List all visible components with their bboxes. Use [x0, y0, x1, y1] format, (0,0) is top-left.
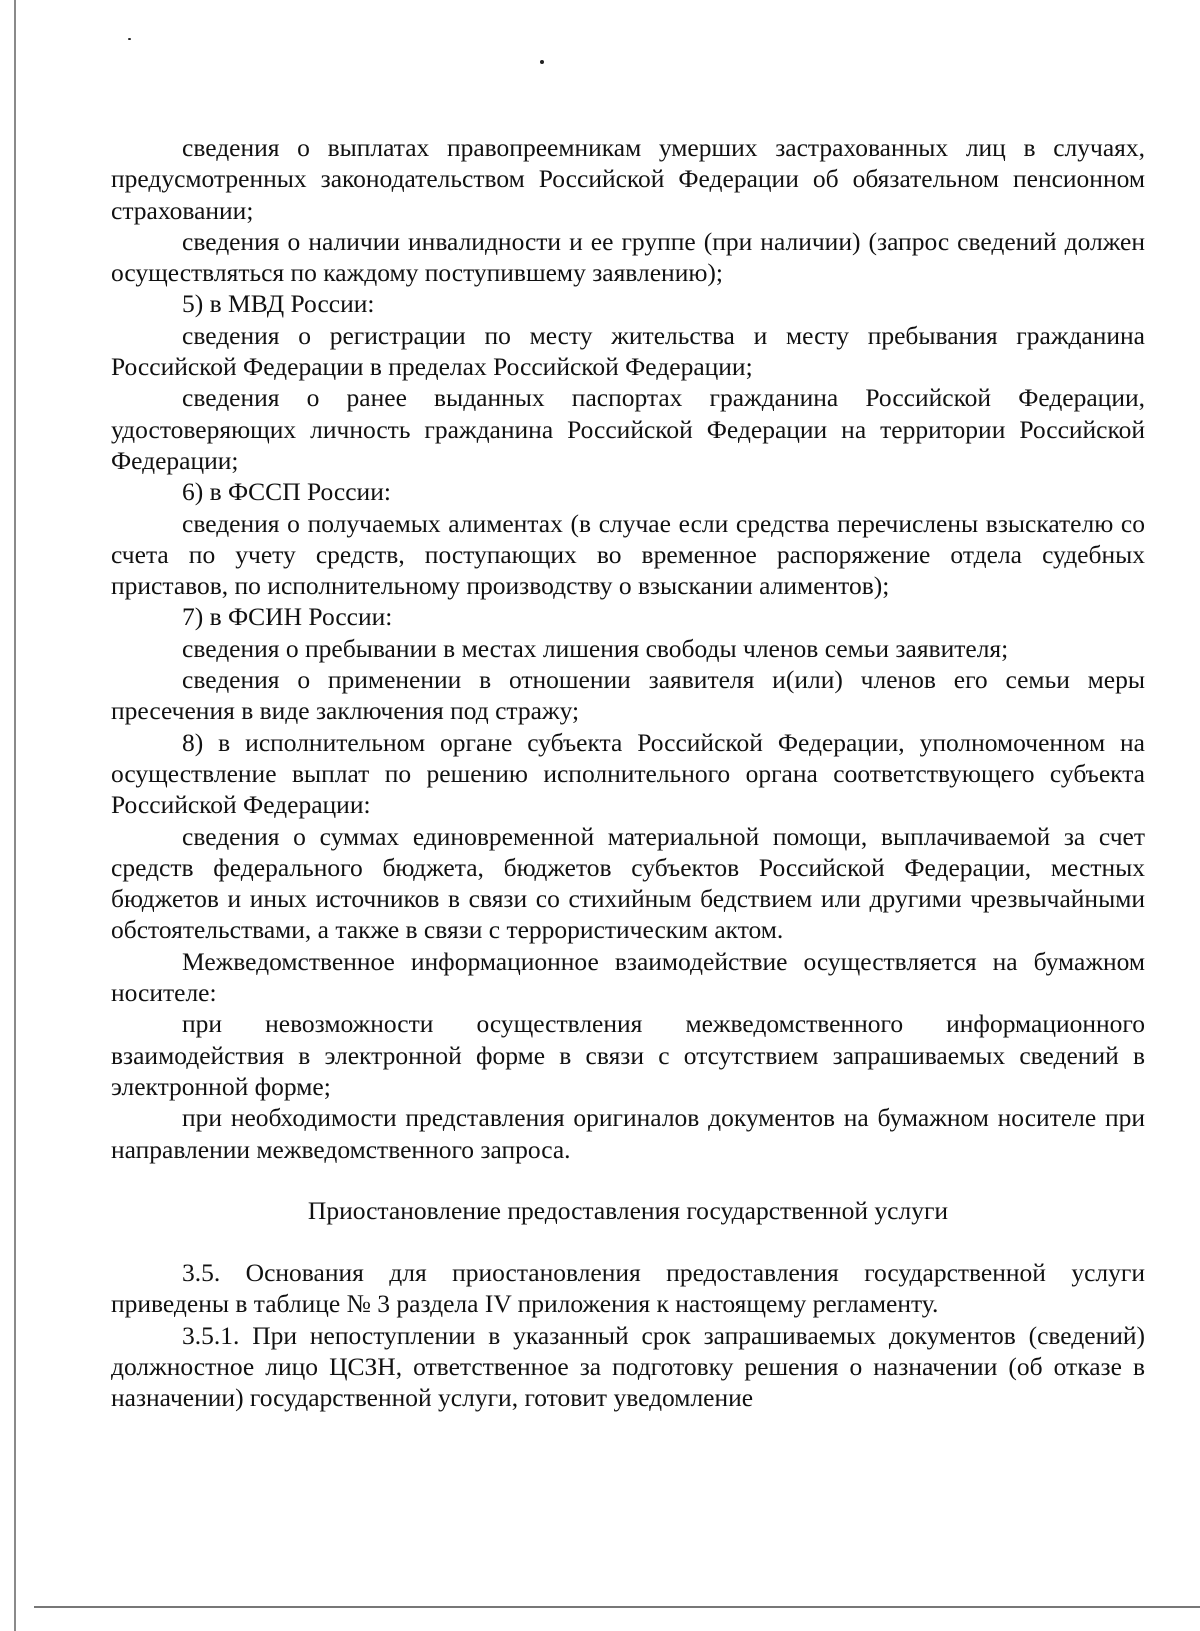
paragraph: сведения о наличии инвалидности и ее группе (при наличии) (запрос сведений должен осуществляться по каждому поступившему заявлению); [111, 226, 1145, 288]
document-body [111, 132, 1145, 1414]
paragraph: при необходимости представления оригиналов документов на бумажном носителе при направлении межведомственного запроса. [111, 1103, 1145, 1164]
paragraph: 6) в ФССП России: [182, 477, 391, 507]
paragraph: сведения о применении в отношении заявителя и(или) членов его семьи меры пресечения в виде заключения под стражу; [111, 665, 1145, 726]
paragraph: сведения о пребывании в местах лишения свободы членов семьи заявителя; [182, 633, 1009, 663]
paragraph: 3.5.1. При непоступлении в указанный срок запрашиваемых документов (сведений) должностное лицо ЦСЗН, ответственное за подготовку решения о назначении (об отказе в назначении) государственной услуги, готовит уведомление [111, 1320, 1145, 1413]
scan-left-edge [14, 0, 16, 1631]
scan-bottom-edge [34, 1606, 1200, 1608]
section-heading: Приостановление предоставления государственной услуги [307, 1195, 949, 1225]
paragraph: 7) в ФСИН России: [182, 602, 393, 632]
paragraph: сведения о получаемых алиментах (в случае если средства перечислены взыскателю со счета по учету средств, поступающих во временное распоряжение отдела судебных приставов, по исполнительному производству о взыскании алиментов); [111, 508, 1145, 601]
paragraph: сведения о ранее выданных паспортах гражданина Российской Федерации, удостоверяющих личность гражданина Российской Федерации на территории Российской Федерации; [111, 383, 1145, 475]
paragraph: сведения о регистрации по месту жительства и месту пребывания гражданина Российской Федерации в пределах Российской Федерации; [111, 320, 1145, 382]
paragraph: Межведомственное информационное взаимодействие осуществляется на бумажном носителе: [111, 946, 1145, 1008]
scan-speck [128, 38, 131, 40]
paragraph: 5) в МВД России: [182, 289, 375, 319]
scan-speck [540, 60, 544, 64]
paragraph: 3.5. Основания для приостановления предоставления государственной услуги приведены в таблице № 3 раздела IV приложения к настоящему регламенту. [111, 1258, 1145, 1319]
paragraph: 8) в исполнительном органе субъекта Российской Федерации, уполномоченном на осуществление выплат по решению исполнительного органа соответствующего субъекта Российской Федерации: [111, 727, 1145, 820]
paragraph: сведения о суммах единовременной материальной помощи, выплачиваемой за счет средств федерального бюджета, бюджетов субъектов Российской Федерации, местных бюджетов и иных источников в связи со стихийным бедствием или другими чрезвычайными обстоятельствами, а также в связи с террористическим актом. [111, 821, 1145, 945]
paragraph: при невозможности осуществления межведомственного информационного взаимодействия в электронной форме в связи с отсутствием запрашиваемых сведений в электронной форме; [111, 1009, 1145, 1101]
paragraph: сведения о выплатах правопреемникам умерших застрахованных лиц в случаях, предусмотренных законодательством Российской Федерации об обязательном пенсионном страховании; [111, 133, 1145, 225]
